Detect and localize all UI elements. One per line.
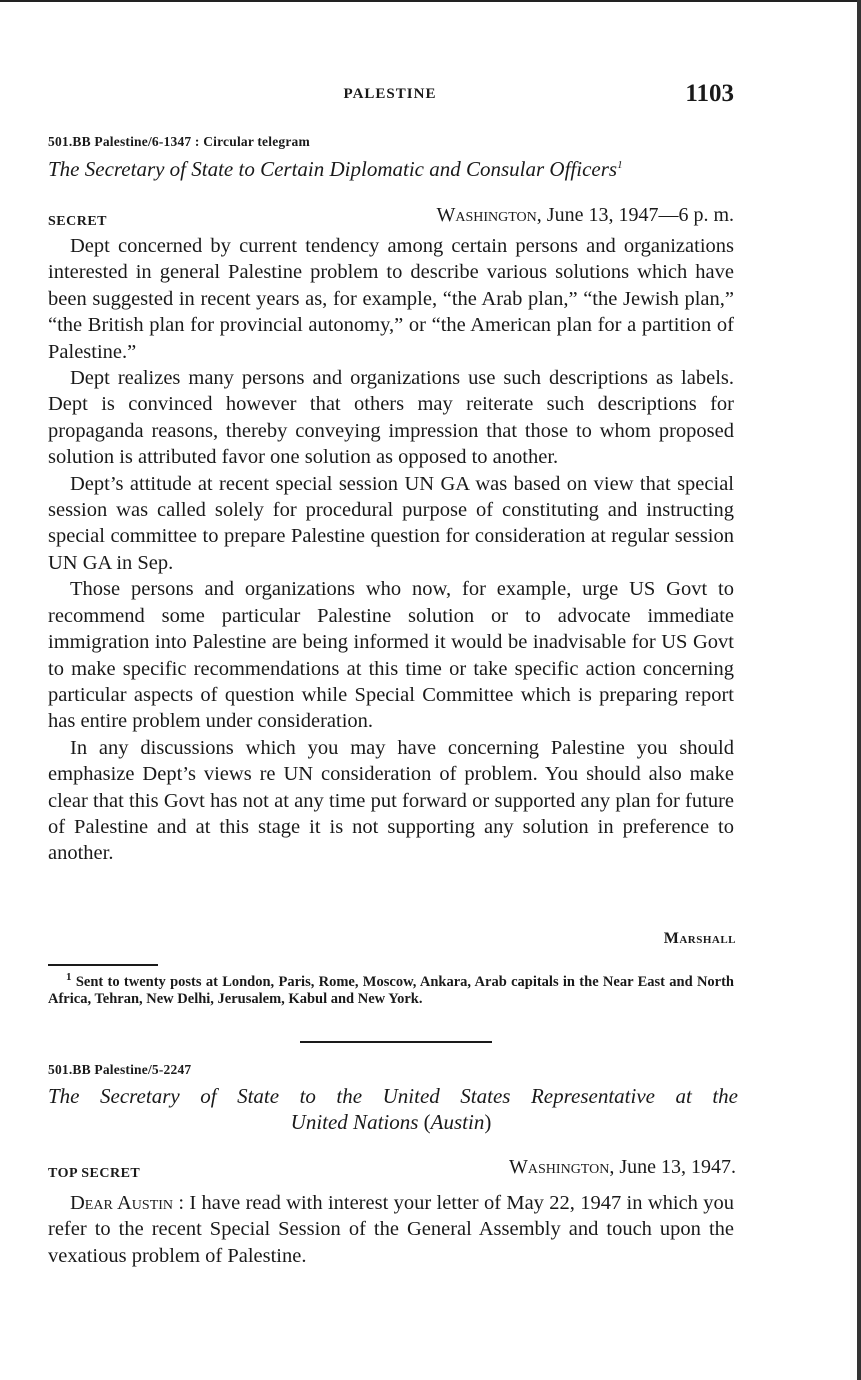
doc1-footnote — [48, 971, 734, 1008]
page-number: 1103 — [685, 80, 734, 107]
footnote-divider — [48, 964, 158, 966]
doc2-classification: TOP SECRET — [48, 1166, 141, 1181]
doc1-file-reference: 501.BB Palestine/6-1347 : Circular telegram — [48, 134, 310, 149]
doc1-paragraph: Dept’s attitude at recent special session UN GA was based on view that special session was called solely for procedural purpose of constituting and instructing special committee to prepare Palestine question for consideration at regular session UN GA in Sep. — [48, 472, 734, 574]
doc1-title — [48, 157, 748, 182]
doc1-signature: Marshall — [663, 930, 736, 947]
doc1-footnote-marker: 1 — [617, 159, 623, 171]
running-head: PALESTINE — [343, 86, 437, 102]
doc2-dateline-date: , June 13, 1947. — [609, 1156, 736, 1178]
doc1-classification: SECRET — [48, 214, 108, 229]
page-edge-right — [857, 0, 861, 1380]
doc2-dateline-place: Washington — [509, 1156, 610, 1178]
doc1-paragraph: In any discussions which you may have concerning Palestine you should emphasize Dept’s views re UN consideration of problem. You should also make clear that this Govt has not at any time put forward or supported any plan for future of Palestine and at this stage it is not supporting any solution in preference to another. — [48, 736, 734, 865]
doc2-opening-paragraph — [48, 1190, 734, 1269]
footnote-number: 1 — [66, 971, 72, 984]
section-divider — [300, 1041, 492, 1043]
doc2-opening-text: : I have read with interest your letter of May 22, 1947 in which you refer to the recent Special Session of the General Assembly and touch upon the vexatious problem of Palestine. — [48, 1192, 734, 1267]
doc1-paragraph: Dept concerned by current tendency among certain persons and organizations interested in general Palestine problem to describe various solutions which have been suggested in recent years as, for example, “the Arab plan,” “the Jewish plan,” “the British plan for provincial autonomy,” or “the American plan for a partition of Palestine.” — [48, 235, 734, 363]
doc2-file-reference: 501.BB Palestine/5-2247 — [48, 1062, 192, 1077]
doc1-paragraph: Dept realizes many persons and organizations use such descriptions as labels. Dept is convinced however that others may reiterate such descriptions for propaganda reasons, thereby conveying impression that those to whom proposed solution is attributed favor one solution as opposed to another. — [48, 367, 734, 469]
footnote-text: Sent to twenty posts at London, Paris, Rome, Moscow, Ankara, Arab capitals in the Near East and North Africa, Tehran, New Delhi, Jerusalem, Kabul and New York. — [48, 974, 734, 1007]
doc2-title-person: Austin — [430, 1110, 485, 1134]
doc1-dateline — [330, 204, 734, 227]
page-edge-top — [0, 0, 861, 2]
doc1-dateline-date: , June 13, 1947—6 p. m. — [536, 204, 734, 226]
doc2-title-line2: United Nations (Austin) — [290, 1110, 492, 1134]
doc2-title-recipient: United Nations — [290, 1110, 419, 1134]
doc2-dateline — [380, 1156, 736, 1179]
doc1-title-text: The Secretary of State to Certain Diplomatic and Consular Officers — [48, 157, 618, 181]
doc1-paragraph: Those persons and organizations who now, for example, urge US Govt to recommend some particular Palestine solution or to advocate immediate immigration into Palestine are being informed it would be inadvisable for US Govt to make specific recommendations at this time or take specific action concerning particular aspects of question while Special Committee which is preparing report has entire problem under consideration. — [48, 578, 734, 733]
doc2-body — [48, 1190, 734, 1269]
doc1-body — [48, 233, 734, 867]
doc2-salutation: Dear Austin — [70, 1192, 174, 1214]
doc2-title-line1: The Secretary of State to the United States Representative at the — [48, 1084, 738, 1108]
doc1-dateline-place: Washington — [436, 204, 537, 226]
